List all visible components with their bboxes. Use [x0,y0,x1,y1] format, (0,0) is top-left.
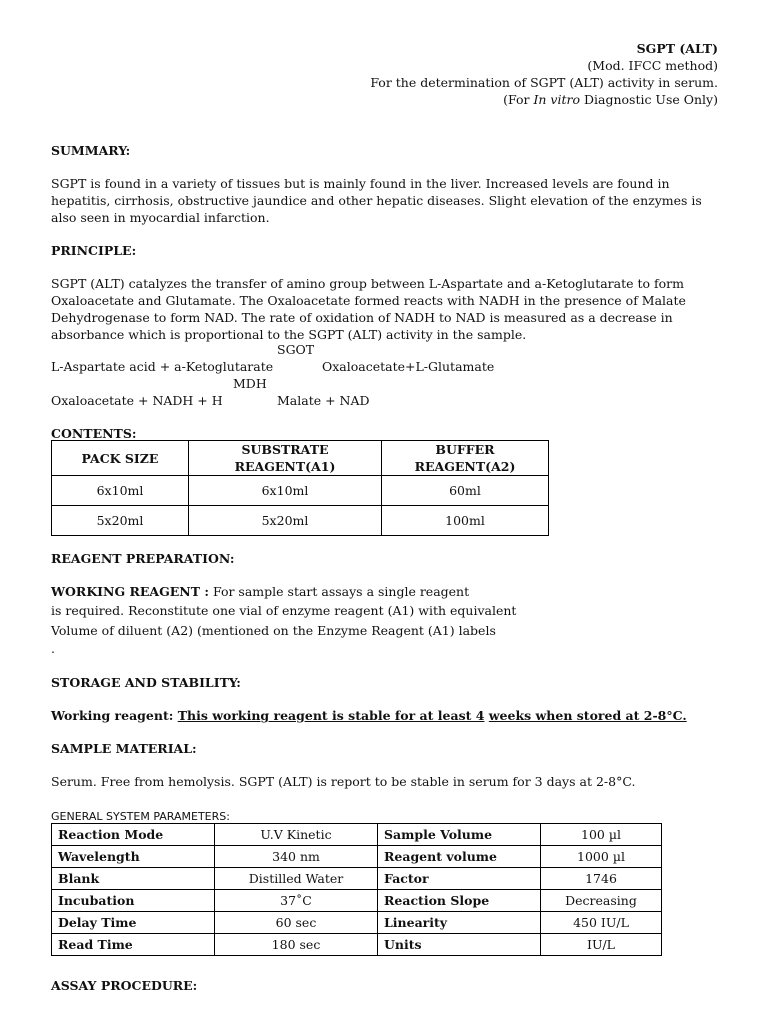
parameter-value: Distilled Water [215,868,378,890]
reagent-line-4: . [51,641,55,656]
table-row [52,890,662,912]
sample-text: Serum. Free from hemolysis. SGPT (ALT) is report to be stable in serum for 3 days at 2-8°C. [51,774,636,789]
parameter-value: 180 sec [215,934,378,956]
parameters-table [51,823,662,956]
table-row [52,506,549,536]
parameter-value: 1000 µl [541,846,662,868]
contents-table [51,440,549,536]
column-header: SUBSTRATE REAGENT(A1) [189,441,382,476]
table-cell: 6x10ml [52,476,189,506]
storage-heading: STORAGE AND STABILITY: [51,675,241,690]
table-cell: 60ml [382,476,549,506]
contents-heading: CONTENTS: [51,426,137,441]
use-line [503,91,718,108]
parameter-label: Reaction Mode [52,824,215,846]
parameter-label: Units [378,934,541,956]
storage-line [51,707,687,724]
reaction1-right: Oxaloacetate+L-Glutamate [322,359,495,374]
table-row [52,846,662,868]
column-header: BUFFER REAGENT(A2) [382,441,549,476]
enzyme-sgot: SGOT [277,342,315,357]
parameter-label: Sample Volume [378,824,541,846]
parameter-value: U.V Kinetic [215,824,378,846]
method-line: (Mod. IFCC method) [587,58,718,73]
table-cell: 100ml [382,506,549,536]
use-italic: In vitro [533,92,580,107]
reagent-line-3: Volume of diluent (A2) (mentioned on the Enzyme Reagent (A1) labels [51,623,496,638]
table-row [52,476,549,506]
table-row [52,868,662,890]
storage-label: Working reagent: [51,708,174,723]
assay-heading: ASSAY PROCEDURE: [51,978,198,993]
parameter-value: 340 nm [215,846,378,868]
parameter-label: Linearity [378,912,541,934]
parameter-value: 1746 [541,868,662,890]
parameter-value: 450 IU/L [541,912,662,934]
summary-heading: SUMMARY: [51,143,131,158]
parameter-value: 37˚C [215,890,378,912]
working-reagent-text: For sample start assays a single reagent [209,584,470,599]
parameter-label: Blank [52,868,215,890]
table-row [52,824,662,846]
summary-text: SGPT is found in a variety of tissues but is mainly found in the liver. Increased levels are found in hepatitis, cirrhosis, obstructive jaundice and other hepatic diseases. Slight elevation of the enzymes is also seen in myocardial infarction. [51,176,702,225]
reaction2-right: Malate + NAD [277,393,370,408]
table-header-row [52,441,549,476]
parameter-label: Incubation [52,890,215,912]
reagent-line-2: is required. Reconstitute one vial of enzyme reagent (A1) with equivalent [51,603,517,618]
sample-heading: SAMPLE MATERIAL: [51,741,197,756]
storage-underlined-2: weeks when stored at 2-8°C. [488,708,687,723]
table-row [52,934,662,956]
reaction2-left: Oxaloacetate + NADH + H [51,393,223,408]
use-suffix: Diagnostic Use Only) [580,92,718,107]
document-title: SGPT (ALT) [636,41,718,56]
parameter-label: Factor [378,868,541,890]
enzyme-mdh: MDH [233,376,267,391]
parameter-label: Reagent volume [378,846,541,868]
reaction1-left: L-Aspartate acid + a-Ketoglutarate [51,359,274,374]
parameter-label: Delay Time [52,912,215,934]
working-reagent-line [51,583,469,600]
table-cell: 5x20ml [52,506,189,536]
parameter-label: Wavelength [52,846,215,868]
working-reagent-label: WORKING REAGENT : [51,584,209,599]
purpose-line: For the determination of SGPT (ALT) activity in serum. [370,75,718,90]
parameter-value: 60 sec [215,912,378,934]
table-cell: 5x20ml [189,506,382,536]
reagent-preparation-heading: REAGENT PREPARATION: [51,551,235,566]
table-row [52,912,662,934]
parameter-label: Reaction Slope [378,890,541,912]
parameter-label: Read Time [52,934,215,956]
use-prefix: (For [503,92,534,107]
parameter-value: Decreasing [541,890,662,912]
principle-heading: PRINCIPLE: [51,243,137,258]
storage-underlined-1: This working reagent is stable for at least 4 [177,708,485,723]
table-cell: 6x10ml [189,476,382,506]
principle-text: SGPT (ALT) catalyzes the transfer of amino group between L-Aspartate and a-Ketoglutarate to form Oxaloacetate and Glutamate. The Oxaloacetate formed reacts with NADH in the presence of Malate Dehydrogenase to form NAD. The rate of oxidation of NADH to NAD is measured as a decrease in absorbance which is proportional to the SGPT (ALT) activity in the sample. [51,276,686,342]
parameter-value: IU/L [541,934,662,956]
parameter-value: 100 µl [541,824,662,846]
parameters-heading: GENERAL SYSTEM PARAMETERS: [51,810,230,823]
column-header: PACK SIZE [52,441,189,476]
